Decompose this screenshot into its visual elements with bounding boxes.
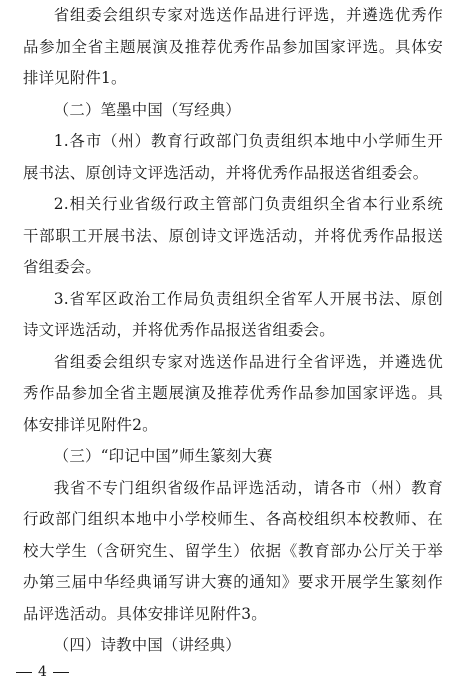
footer-dash-right (53, 672, 69, 673)
paragraph-item-2: 2.相关行业省级行政主管部门负责组织全省本行业系统干部职工开展书法、原创诗文评选活动，并将优秀作品报送省组委会。 (23, 195, 443, 276)
document-body (23, 0, 443, 662)
page-number: 4 (38, 664, 47, 680)
paragraph-item-3: 3.省军区政治工作局负责组织全省军人开展书法、原创诗文评选活动，并将优秀作品报送省组委会。 (23, 289, 443, 339)
paragraph-review-appendix-1: 省组委会组织专家对选送作品进行评选，并遴选优秀作品参加全省主题展演及推荐优秀作品参加国家评选。具体安排详见附件1。 (23, 6, 443, 87)
section-heading-2: （二）笔墨中国（写经典） (53, 100, 241, 119)
footer-dash-left (16, 672, 32, 673)
section-heading-4: （四）诗教中国（讲经典） (53, 636, 241, 654)
paragraph-seal-carving: 我省不专门组织省级作品评选活动，请各市（州）教育行政部门组织本地中小学校师生、各高校组织本校教师、在校大学生（含研究生、留学生）依据《教育部办公厅关于举办第三届中华经典诵写讲大赛的通知》要求开展学生篆刻作品评选活动。具体安排详见附件3。 (23, 478, 443, 623)
paragraph-item-1: 1.各市（州）教育行政部门负责组织本地中小学师生开展书法、原创诗文评选活动，并将优秀作品报送省组委会。 (23, 132, 443, 182)
section-heading-3: （三）“印记中国”师生篆刻大赛 (53, 447, 273, 465)
paragraph-review-appendix-2: 省组委会组织专家对选送作品进行全省评选，并遴选优秀作品参加全省主题展演及推荐优秀作品参加国家评选。具体安排详见附件2。 (23, 352, 443, 434)
page-footer (10, 663, 75, 681)
